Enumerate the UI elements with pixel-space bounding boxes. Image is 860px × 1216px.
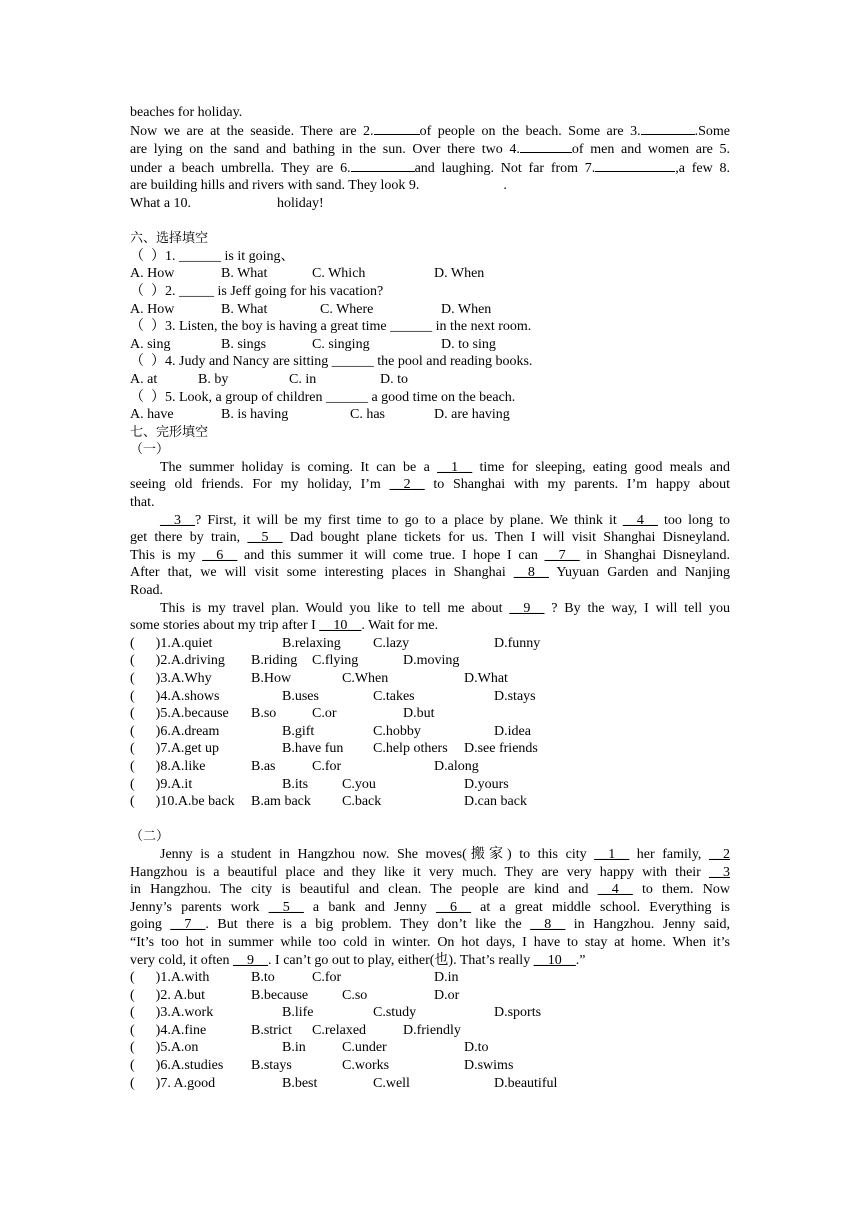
option-d[interactable]: D.can back [464,794,527,810]
option-d[interactable]: D.funny [494,635,541,651]
option-b[interactable]: B.stays [251,1058,292,1074]
intro-text: Now we are at the seaside. There are 2. [130,123,374,139]
option-a[interactable]: A. sing [130,336,171,352]
intro-text: . [503,178,507,194]
question-stem: （ ）2. _____ is Jeff going for his vacation? [130,283,384,299]
option-c[interactable]: C.flying [312,653,359,669]
option-b[interactable]: B.life [282,1005,314,1021]
option-row [130,758,730,776]
cloze1-line-3 [130,494,730,512]
cloze-blank-5[interactable]: __5__ [247,530,283,546]
cloze1-line-6 [130,547,730,565]
cloze1-line-7 [130,564,730,582]
cloze-blank-3[interactable]: __3__ [160,512,195,528]
option-b[interactable]: B. is having [221,407,289,423]
cloze-text: to them. Now [632,882,730,898]
option-b[interactable]: B. by [198,371,229,387]
cloze-text: going [130,917,171,933]
cloze-text: a bank and Jenny [303,899,436,915]
cloze-text: some stories about my trip after I [130,618,320,634]
answer-blank[interactable] [520,140,572,153]
cloze-blank-3[interactable]: __3 [709,864,730,880]
option-b[interactable]: B.uses [282,688,319,704]
cloze2-line-3 [130,881,730,899]
question-number-option-a[interactable]: ( )4.A.fine [130,1022,207,1038]
cloze-text: Road. [130,583,164,599]
option-c[interactable]: C. singing [312,336,370,352]
cloze-text: This is my travel plan. Would you like to tell me about [160,600,510,616]
option-d[interactable]: D.idea [494,723,531,739]
cloze-blank-9[interactable]: __9__ [233,952,269,968]
answer-blank[interactable] [374,122,420,135]
option-b[interactable]: B.strict [251,1022,292,1038]
cloze-blank-4[interactable]: __4__ [622,512,658,528]
cloze-text: in Shanghai Disneyland. [579,547,730,563]
intro-text: beaches for holiday. [130,105,243,120]
answer-blank[interactable] [351,159,415,172]
option-d[interactable]: D.yours [464,776,509,792]
cloze2-line-5 [130,916,730,934]
cloze-text: get there by train, [130,530,248,546]
option-c[interactable]: C.you [342,776,376,792]
intro-text: and laughing. Not far from 7. [414,160,596,176]
question-number-option-a[interactable]: ( )3.A.Why [130,671,212,686]
option-row [130,1075,730,1093]
cloze-blank-6[interactable]: __6__ [202,547,238,563]
option-b[interactable]: B. What [221,301,268,317]
intro-line-1 [130,104,730,122]
cloze-text: her family, [629,846,709,862]
option-b[interactable]: B.How [251,671,292,686]
cloze-blank-7[interactable]: __7__ [544,547,580,563]
option-c[interactable]: C.back [342,794,382,810]
cloze-text: Jenny is a student in Hangzhou now. She moves(搬家) to this city [160,846,595,862]
cloze-text: ? By the way, I will tell you [544,600,730,616]
question-number-option-a[interactable]: ( )7.A.get up [130,741,220,757]
option-row [130,670,730,688]
option-b[interactable]: B.am back [251,794,311,810]
option-b[interactable]: B.relaxing [282,635,341,651]
question-number-option-a[interactable]: ( )9.A.it [130,776,193,792]
cloze1-line-2 [130,476,730,494]
option-d[interactable]: D.friendly [403,1022,461,1038]
question-options [130,406,730,424]
document-page [130,104,730,1092]
cloze1-line-1 [130,459,730,477]
option-c[interactable]: C.well [373,1075,410,1091]
part-1-options [130,635,730,811]
question-stem: （ ）4. Judy and Nancy are sitting ______ the pool and reading books. [130,354,533,370]
option-d[interactable]: D.see friends [464,741,538,757]
option-row [130,635,730,653]
intro-line-6 [130,195,730,213]
intro-text: under a beach umbrella. They are 6. [130,160,351,176]
question-number-option-a[interactable]: ( )1.A.quiet [130,635,213,651]
intro-text: are building hills and rivers with sand. They look 9. [130,178,420,194]
cloze-text: too long to [657,512,730,528]
option-row [130,1057,730,1075]
question-options [130,371,730,389]
cloze-blank-4[interactable]: __4__ [597,882,633,898]
option-d[interactable]: D.in [434,970,459,986]
cloze-blank-1[interactable]: __1__ [437,459,473,475]
cloze-blank-2[interactable]: __2__ [389,477,425,493]
option-row [130,776,730,794]
cloze2-line-2 [130,864,730,882]
answer-blank[interactable] [595,159,675,172]
question-options [130,265,730,283]
intro-text: of people on the beach. Some are 3. [419,123,641,139]
option-d[interactable]: D.along [434,758,479,774]
option-d[interactable]: D.to [464,1040,489,1056]
cloze-text: ? First, it will be my first time to go to a place by plane. We think it [195,512,623,528]
question-number-option-a[interactable]: ( )2.A.driving [130,653,225,669]
cloze-blank-6[interactable]: __6__ [435,899,471,915]
option-row [130,793,730,811]
section-6-questions [130,248,730,424]
part-2-options [130,969,730,1092]
cloze-blank-2[interactable]: __2 [709,846,730,862]
intro-text: ,a few 8. [675,160,730,176]
option-c[interactable]: C.works [342,1058,390,1074]
cloze2-line-4 [130,899,730,917]
cloze1-line-8 [130,582,730,600]
option-c[interactable]: C.so [342,987,368,1003]
option-row [130,969,730,987]
option-b[interactable]: B. What [221,266,268,282]
cloze-text: and this summer it will come true. I hope I can [237,547,545,563]
option-b[interactable]: B.have fun [282,741,344,757]
option-b[interactable]: B.its [282,776,309,792]
option-a[interactable]: A. How [130,301,175,317]
cloze-text: Yuyuan Garden and Nanjing [548,565,730,581]
option-c[interactable]: C.for [312,758,342,774]
option-b[interactable]: B.because [251,987,309,1003]
option-c[interactable]: C.under [342,1040,387,1056]
intro-text: of men and women are 5. [571,142,730,158]
cloze-text: that. [130,495,155,511]
answer-blank[interactable] [641,122,695,135]
cloze-text: . Wait for me. [361,618,439,634]
question-stem: （ ）5. Look, a group of children ______ a good time on the beach. [130,389,516,405]
question-number-option-a[interactable]: ( )6.A.studies [130,1058,224,1074]
option-d[interactable]: D.beautiful [494,1075,558,1091]
cloze-blank-1[interactable]: __1__ [594,846,630,862]
question-number-option-a[interactable]: ( )3.A.work [130,1005,214,1021]
option-row [130,705,730,723]
cloze-blank-10[interactable]: __10__ [533,952,576,968]
question-options [130,336,730,354]
option-row [130,1039,730,1057]
cloze-text: “It’s too hot in summer while too cold in winter. On hot days, I have to stay at home. When it’s [130,934,730,950]
question-number-option-a[interactable]: ( )4.A.shows [130,688,220,704]
option-c[interactable]: C. Which [312,266,366,282]
option-d[interactable]: D. to [380,371,408,387]
cloze-text: Jenny’s parents work [130,899,269,915]
intro-text: holiday! [277,195,324,211]
intro-text: .Some [694,123,730,139]
option-row [130,723,730,741]
option-d[interactable]: D.stays [494,688,536,704]
option-c[interactable]: C.relaxed [312,1022,367,1038]
section-6-title: 六、选择填空 [130,231,209,247]
cloze-text: This is my [130,547,203,563]
option-c[interactable]: C.or [312,706,337,722]
option-c[interactable]: C. in [289,371,317,387]
option-row [130,688,730,706]
cloze-blank-10[interactable]: __10__ [319,618,362,634]
option-c[interactable]: C.hobby [373,723,421,739]
question-stem: （ ）3. Listen, the boy is having a great time ______ in the next room. [130,319,532,335]
option-d[interactable]: D.but [403,706,435,722]
option-row [130,1022,730,1040]
option-b[interactable]: B.so [251,706,277,722]
cloze1-line-4 [130,512,730,530]
cloze-text: very cold, it often [130,952,234,968]
section-7-title: 七、完形填空 [130,424,209,440]
option-b[interactable]: B.to [251,970,275,986]
option-c[interactable]: C.for [312,970,342,986]
option-a[interactable]: A. have [130,407,174,423]
option-c[interactable]: C. has [350,407,385,423]
option-d[interactable]: D. When [441,301,492,317]
option-a[interactable]: A. How [130,266,175,282]
intro-text: What a 10. [130,195,192,211]
question-number-option-a[interactable]: ( )1.A.with [130,970,210,986]
option-d[interactable]: D. are having [434,407,510,423]
cloze-text: . But there is a big problem. They don’t like the [205,917,531,933]
option-b[interactable]: B.riding [251,653,298,669]
cloze2-line-6 [130,934,730,952]
option-row [130,1004,730,1022]
option-d[interactable]: D.or [434,987,460,1003]
cloze2-line-1 [130,846,730,864]
question-number-option-a[interactable]: ( )6.A.dream [130,723,220,739]
option-c[interactable]: C.lazy [373,635,410,651]
option-b[interactable]: B. sings [221,336,267,352]
option-d[interactable]: D.moving [403,653,460,669]
cloze-text: . I can’t go out to play, either(也). That’s really [268,952,534,968]
cloze-text: to Shanghai with my parents. I’m happy about [424,477,730,493]
option-d[interactable]: D.swims [464,1058,514,1074]
cloze-text: The summer holiday is coming. It can be a [160,459,438,475]
cloze-blank-8[interactable]: __8__ [530,917,566,933]
option-d[interactable]: D. to sing [441,336,496,352]
question-options [130,301,730,319]
option-c[interactable]: C.When [342,671,389,686]
cloze-text: After that, we will visit some interesting places in Shanghai [130,565,514,581]
part-1-label: （一） [130,442,170,458]
cloze-text: .” [575,952,586,968]
option-b[interactable]: B.best [282,1075,318,1091]
option-b[interactable]: B.as [251,758,276,774]
option-d[interactable]: D.sports [494,1005,542,1021]
question-number-option-a[interactable]: ( )5.A.on [130,1040,199,1056]
option-c[interactable]: C.takes [373,688,415,704]
cloze2-line-7 [130,952,730,970]
option-c[interactable]: C.help others [373,741,448,757]
option-c[interactable]: C.study [373,1005,417,1021]
question-stem: （ ）1. ______ is it going、 [130,248,295,264]
cloze1-line-9 [130,600,730,618]
question-number-option-a[interactable]: ( )8.A.like [130,758,206,774]
cloze-text: Dad bought plane tickets for us. Then I will visit Shanghai Disneyland. [282,530,730,546]
cloze1-line-10 [130,617,730,635]
cloze-blank-7[interactable]: __7__ [170,917,206,933]
question-number-option-a[interactable]: ( )2. A.but [130,987,206,1003]
intro-line-5 [130,177,730,195]
option-row [130,987,730,1005]
option-c[interactable]: C. Where [320,301,374,317]
question-number-option-a[interactable]: ( )7. A.good [130,1075,216,1091]
option-row [130,652,730,670]
cloze-blank-5[interactable]: __5__ [268,899,304,915]
option-d[interactable]: D.What [464,671,508,686]
cloze-text: seeing old friends. For my holiday, I’m [130,477,390,493]
cloze-text: time for sleeping, eating good meals and [472,459,730,475]
cloze-text: in Hangzhou. Jenny said, [565,917,730,933]
question-number-option-a[interactable]: ( )5.A.because [130,706,229,722]
option-d[interactable]: D. When [434,266,485,282]
cloze1-line-5 [130,529,730,547]
intro-line-4 [130,159,730,178]
option-b[interactable]: B.in [282,1040,306,1056]
cloze-blank-8[interactable]: __8__ [513,565,549,581]
option-b[interactable]: B.gift [282,723,315,739]
cloze-text: in Hangzhou. The city is beautiful and clean. The people are kind and [130,882,598,898]
part-2-label: （二） [130,829,170,845]
cloze-text: at a great middle school. Everything is [470,899,731,915]
option-a[interactable]: A. at [130,371,158,387]
intro-line-2 [130,122,730,141]
intro-line-3 [130,140,730,159]
question-number-option-a[interactable]: ( )10.A.be back [130,794,235,810]
cloze-blank-9[interactable]: __9__ [509,600,545,616]
cloze-text: Hangzhou is a beautiful place and they like it very much. They are very happy with their [130,864,709,880]
intro-text: are lying on the sand and bathing in the sun. Over there two 4. [130,142,520,158]
option-row [130,740,730,758]
